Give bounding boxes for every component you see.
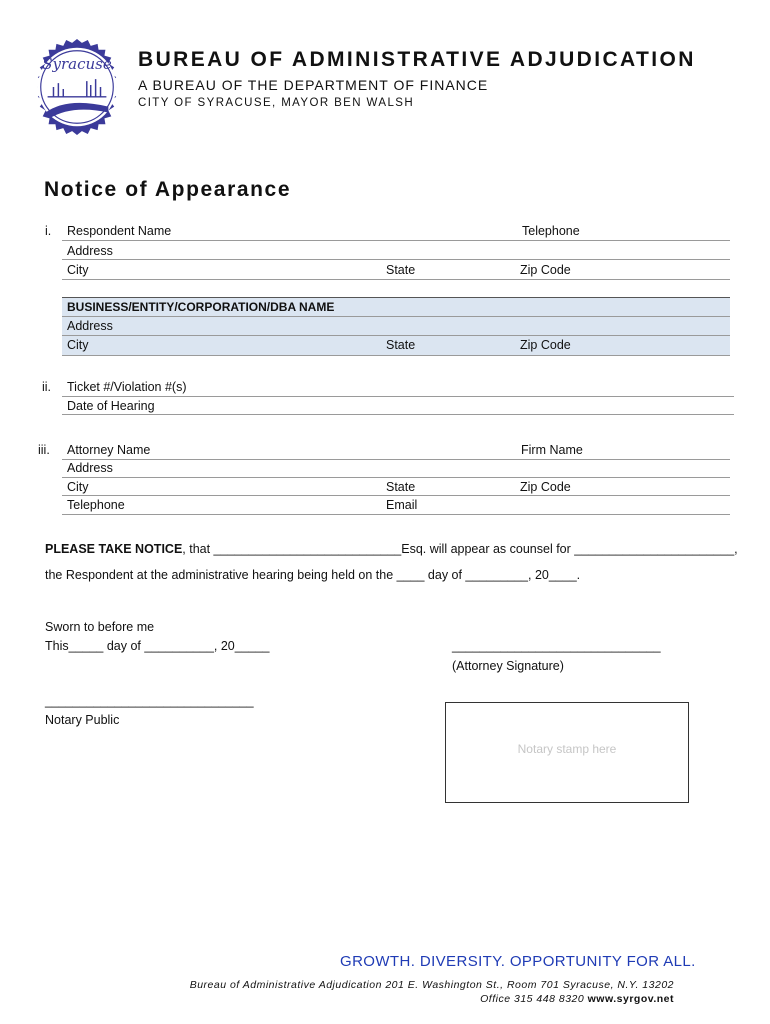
attorney-address-field[interactable] [62, 477, 730, 478]
business-city-label: City [67, 338, 89, 352]
attorney-name-label: Attorney Name [67, 443, 151, 457]
notary-signature-line[interactable]: ______________________________ [45, 694, 254, 708]
notary-stamp-placeholder: Notary stamp here [517, 742, 617, 756]
notice-line-1 [45, 542, 738, 557]
respondent-name-field[interactable] [62, 240, 730, 241]
ticket-violation-field[interactable] [62, 396, 734, 397]
footer-slogan: GROWTH. DIVERSITY. OPPORTUNITY FOR ALL. [340, 953, 696, 970]
city-mayor-line: CITY OF SYRACUSE, MAYOR BEN WALSH [138, 97, 415, 109]
sworn-line-1: Sworn to before me [45, 620, 155, 634]
notice-line-2: the Respondent at the administrative hearing being held on the ____ day of _________, 20____. [45, 568, 581, 582]
respondent-city-field[interactable] [62, 279, 730, 280]
footer-office-phone: Office 315 448 8320 [480, 993, 585, 1005]
business-city-field[interactable] [62, 355, 730, 356]
attorney-signature-line[interactable]: ______________________________ [452, 639, 661, 653]
notary-public-label: Notary Public [45, 713, 120, 727]
attorney-email-label: Email [386, 498, 418, 512]
notice-line-1-text: , that ___________________________Esq. will appear as counsel for _______________________, [182, 542, 738, 556]
respondent-city-label: City [67, 263, 89, 277]
business-address-label: Address [67, 319, 113, 333]
business-zip-label: Zip Code [520, 338, 571, 352]
business-name-label: BUSINESS/ENTITY/CORPORATION/DBA NAME [67, 300, 335, 314]
section-i-numeral: i. [45, 224, 52, 238]
attorney-telephone-label: Telephone [67, 498, 125, 512]
business-address-field[interactable] [62, 335, 730, 336]
hearing-date-field[interactable] [62, 414, 734, 415]
footer-address: Bureau of Administrative Adjudication 201 E. Washington St., Room 701 Syracuse, N.Y. 13202 [189, 979, 674, 991]
bureau-title: BUREAU OF ADMINISTRATIVE ADJUDICATION [138, 48, 696, 71]
attorney-signature-label: (Attorney Signature) [452, 659, 564, 673]
respondent-name-label: Respondent Name [67, 224, 172, 238]
respondent-state-label: State [386, 263, 416, 277]
business-name-field[interactable] [62, 316, 730, 317]
business-state-label: State [386, 338, 416, 352]
attorney-name-field[interactable] [62, 459, 730, 460]
respondent-telephone-label: Telephone [522, 224, 580, 238]
section-iii-numeral: iii. [38, 443, 50, 457]
footer-contact [300, 993, 674, 1005]
respondent-address-label: Address [67, 244, 113, 258]
attorney-state-label: State [386, 480, 416, 494]
ticket-violation-label: Ticket #/Violation #(s) [67, 380, 187, 394]
respondent-zip-label: Zip Code [520, 263, 571, 277]
firm-name-label: Firm Name [521, 443, 583, 457]
notice-bold-lead: PLEASE TAKE NOTICE [45, 542, 183, 556]
bureau-subtitle: A BUREAU OF THE DEPARTMENT OF FINANCE [138, 77, 489, 93]
page-title: Notice of Appearance [44, 178, 292, 201]
respondent-address-field[interactable] [62, 259, 730, 260]
section-ii-numeral: ii. [42, 380, 52, 394]
hearing-date-label: Date of Hearing [67, 399, 155, 413]
attorney-zip-label: Zip Code [520, 480, 571, 494]
attorney-city-label: City [67, 480, 89, 494]
syracuse-seal-logo [28, 38, 126, 136]
attorney-city-field[interactable] [62, 495, 730, 496]
sworn-date-line[interactable]: This_____ day of __________, 20_____ [45, 639, 270, 653]
seal-text: Syracuse [42, 55, 112, 73]
attorney-address-label: Address [67, 461, 113, 475]
business-top-border [62, 297, 730, 298]
attorney-telephone-field[interactable] [62, 514, 730, 515]
footer-website-link[interactable]: www.syrgov.net [587, 993, 674, 1005]
